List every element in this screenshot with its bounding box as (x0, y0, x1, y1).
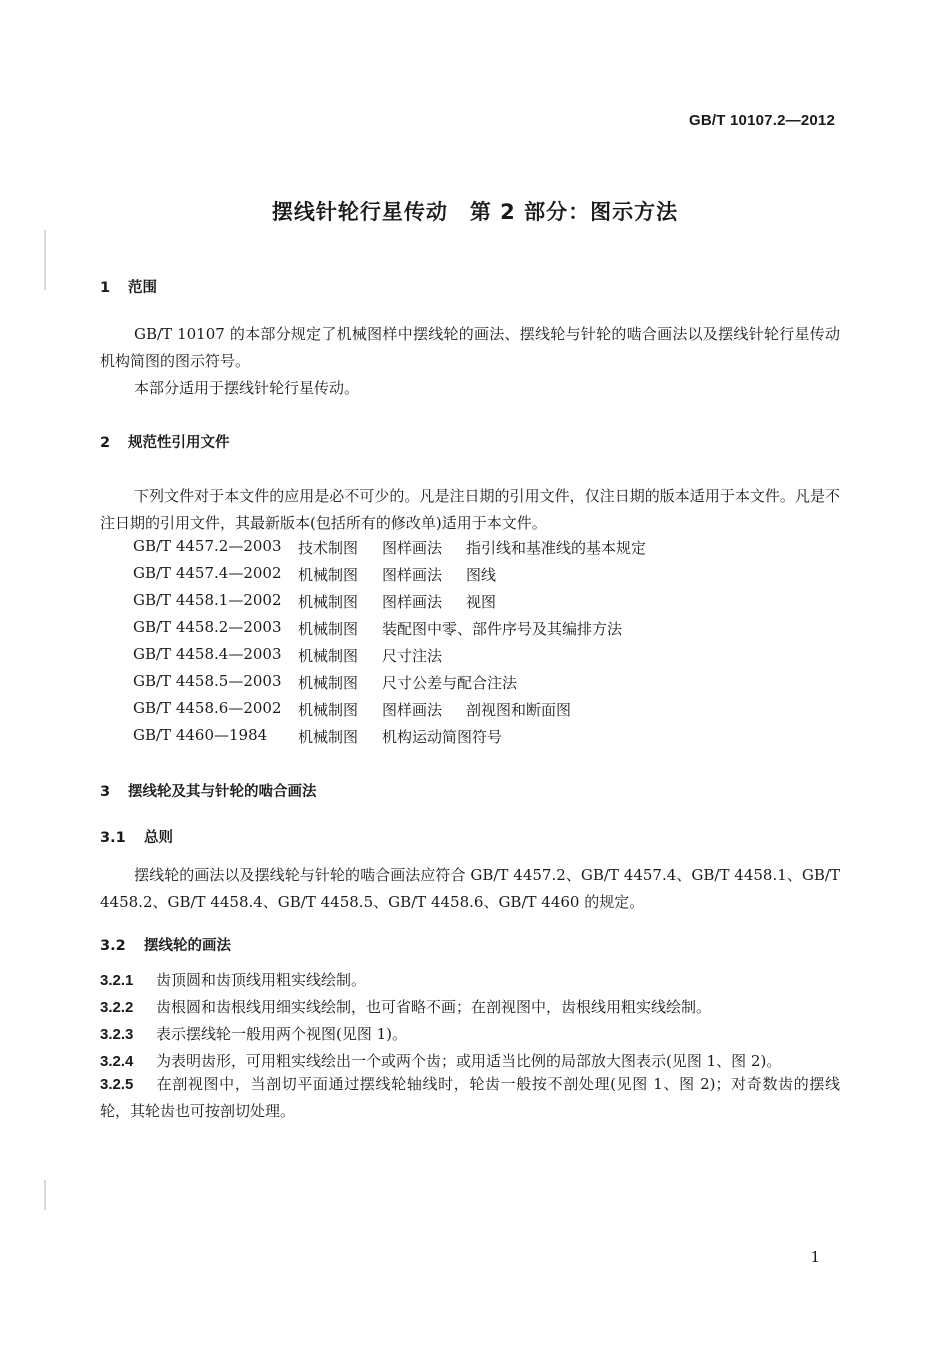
reference-item: GB/T 4458.2—2003 机械制图 装配图中零、部件序号及其编排方法 (133, 618, 623, 638)
clause-item: 3.2.5 在剖视图中，当剖切平面通过摆线轮轴线时，轮齿一般按不剖处理(见图 1、图 2)；对奇数齿的摆线轮，其轮齿也可按剖切处理。 (100, 1075, 840, 1120)
section-1-heading (100, 276, 157, 297)
section-number: 2 (100, 435, 111, 451)
section-3-2-heading (100, 934, 231, 955)
section-3-heading (100, 780, 317, 801)
scan-mark (44, 230, 46, 290)
reference-item: GB/T 4460—1984 机械制图 机构运动简图符号 (133, 726, 503, 746)
reference-item: GB/T 4457.4—2002 机械制图 图样画法 图线 (133, 564, 497, 584)
standard-code: GB/T 10107.2—2012 (689, 112, 835, 129)
document-title: 摆线针轮行星传动 第 2 部分：图示方法 (271, 200, 679, 224)
reference-item: GB/T 4458.4—2003 机械制图 尺寸注法 (133, 645, 443, 665)
section-2-heading (100, 431, 230, 452)
section-title: 摆线轮及其与针轮的啮合画法 (128, 784, 317, 800)
scan-mark (44, 1180, 46, 1210)
page-number: 1 (810, 1248, 820, 1266)
reference-item: GB/T 4458.5—2003 机械制图 尺寸公差与配合注法 (133, 672, 518, 692)
reference-item: GB/T 4458.1—2002 机械制图 图样画法 视图 (133, 591, 497, 611)
section-title: 范围 (128, 280, 157, 296)
clause-item: 3.2.1 齿顶圆和齿顶线用粗实线绘制。 (100, 971, 367, 989)
section-title: 规范性引用文件 (128, 435, 230, 451)
reference-item: GB/T 4458.6—2002 机械制图 图样画法 剖视图和断面图 (133, 699, 572, 719)
clause-item: 3.2.3 表示摆线轮一般用两个视图(见图 1)。 (100, 1025, 408, 1043)
reference-item: GB/T 4457.2—2003 技术制图 图样画法 指引线和基准线的基本规定 (133, 537, 647, 557)
clause-item: 3.2.4 为表明齿形，可用粗实线绘出一个或两个齿；或用适当比例的局部放大图表示(见图 1、图 2)。 (100, 1052, 782, 1070)
section-number: 3.2 (100, 938, 126, 954)
section-3-1-paragraph: 摆线轮的画法以及摆线轮与针轮的啮合画法应符合 GB/T 4457.2、GB/T 4457.4、GB/T 4458.1、GB/T 4458.2、GB/T 4458.4、GB/T 4458.5、GB/T 4458.6、GB/T 4460 的规定。 (100, 866, 840, 911)
section-title: 摆线轮的画法 (144, 938, 231, 954)
section-title: 总则 (144, 830, 173, 846)
section-2-intro: 下列文件对于本文件的应用是必不可少的。凡是注日期的引用文件，仅注日期的版本适用于本文件。凡是不注日期的引用文件，其最新版本(包括所有的修改单)适用于本文件。 (100, 487, 840, 532)
section-number: 3 (100, 784, 111, 800)
section-number: 1 (100, 280, 111, 296)
section-number: 3.1 (100, 830, 126, 846)
section-1-paragraph: GB/T 10107 的本部分规定了机械图样中摆线轮的画法、摆线轮与针轮的啮合画法以及摆线针轮行星传动机构简图的图示符号。 (100, 325, 840, 370)
section-1-paragraph: 本部分适用于摆线针轮行星传动。 (134, 379, 360, 397)
section-3-1-heading (100, 826, 173, 847)
normative-references-list (133, 537, 646, 753)
clause-item: 3.2.2 齿根圆和齿根线用细实线绘制，也可省略不画；在剖视图中，齿根线用粗实线绘制。 (100, 998, 712, 1016)
